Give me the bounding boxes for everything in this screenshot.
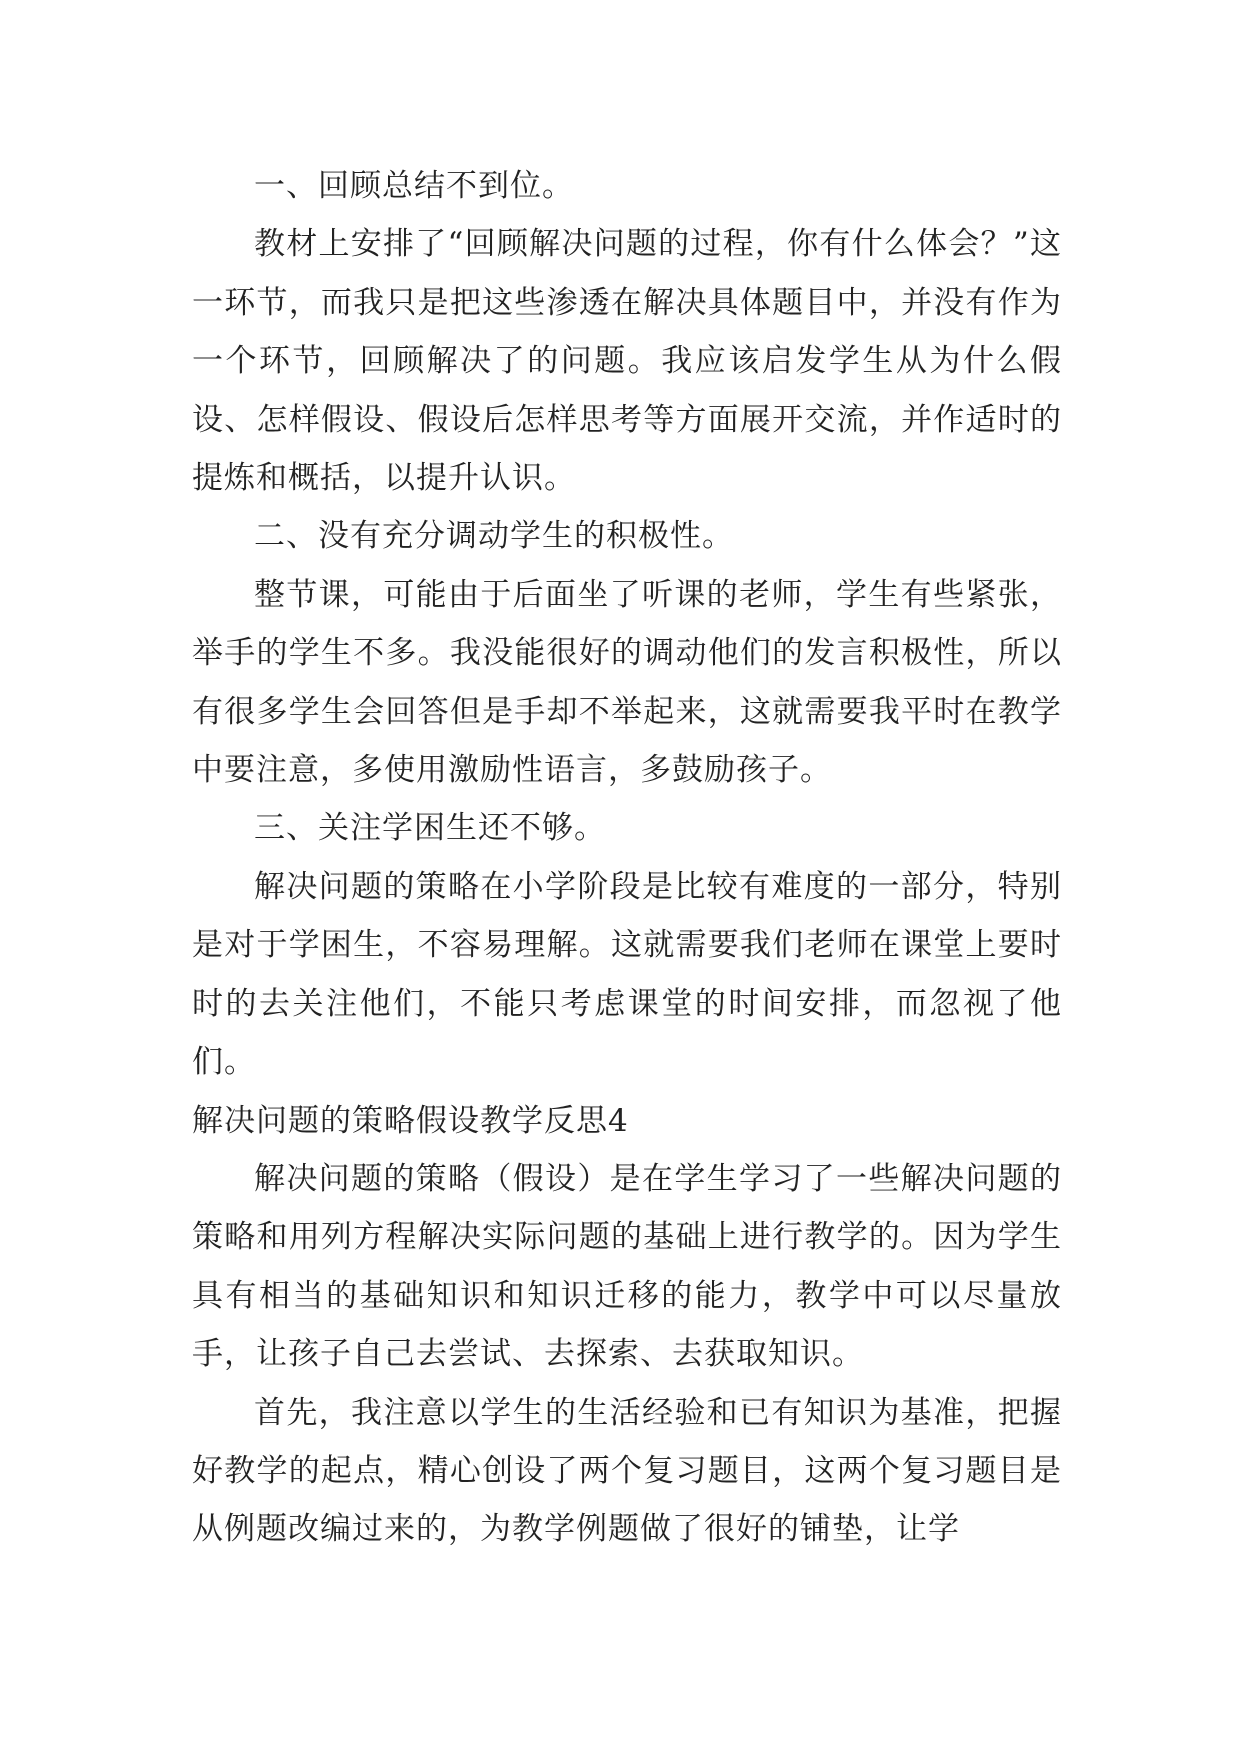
paragraph-struggling-students: 解决问题的策略在小学阶段是比较有难度的一部分，特别是对于学困生，不容易理解。这就需要我们老师在课堂上要时时的去关注他们，不能只考虑课堂的时间安排，而忽视了他们。: [192, 868, 1062, 1081]
paragraph-student-engagement: 整节课，可能由于后面坐了听课的老师，学生有些紧张，举手的学生不多。我没能很好的调动他们的发言积极性，所以有很多学生会回答但是手却不举起来，这就需要我平时在教学中要注意，多使用激励性语言，多鼓励孩子。: [192, 576, 1062, 789]
section-title-reflection-4: 解决问题的策略假设教学反思4: [192, 1102, 629, 1139]
heading-review-summary: 一、回顾总结不到位。: [254, 168, 574, 204]
paragraph-first-point: 首先，我注意以学生的生活经验和已有知识为基准，把握好教学的起点，精心创设了两个复习题目，这两个复习题目是从例题改编过来的，为教学例题做了很好的铺垫，让学: [192, 1394, 1062, 1548]
paragraph-strategy-intro: 解决问题的策略（假设）是在学生学习了一些解决问题的策略和用列方程解决实际问题的基础上进行教学的。因为学生具有相当的基础知识和知识迁移的能力，教学中可以尽量放手，让孩子自己去尝试、去探索、去获取知识。: [192, 1160, 1062, 1373]
document-body: [192, 157, 1062, 1559]
paragraph-review-summary: 教材上安排了“回顾解决问题的过程，你有什么体会？”这一环节，而我只是把这些渗透在解决具体题目中，并没有作为一个环节，回顾解决了的问题。我应该启发学生从为什么假设、怎样假设、假设后怎样思考等方面展开交流，并作适时的提炼和概括，以提升认识。: [192, 226, 1062, 497]
heading-struggling-students: 三、关注学困生还不够。: [254, 810, 606, 847]
heading-student-engagement: 二、没有充分调动学生的积极性。: [254, 518, 734, 555]
